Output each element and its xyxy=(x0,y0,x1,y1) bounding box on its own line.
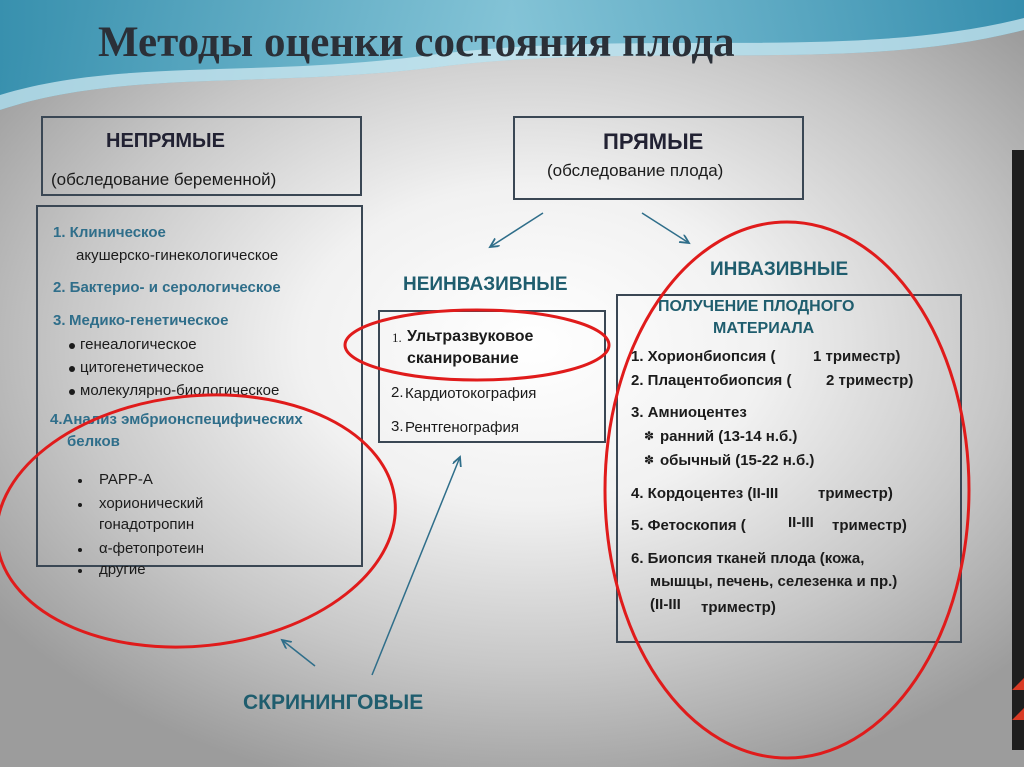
indirect-item-1-sub: акушерско-гинекологическое xyxy=(76,247,279,264)
invasive-item-6c: (II-III xyxy=(650,596,681,613)
invasive-item-5b: II-III xyxy=(788,514,814,531)
direct-heading: ПРЯМЫЕ xyxy=(603,129,704,154)
marker-papp-a: PAPP-A xyxy=(99,471,153,488)
indirect-heading: НЕПРЯМЫЕ xyxy=(106,130,225,152)
invasive-item-2b: 2 триместр) xyxy=(826,372,914,389)
noninvasive-item-1-line-2: сканирование xyxy=(407,350,519,367)
invasive-item-6a: 6. Биопсия тканей плода (кожа, xyxy=(631,550,865,567)
invasive-item-5c: триместр) xyxy=(832,517,907,534)
invasive-item-6d: триместр) xyxy=(701,599,776,616)
marker-hcg-line-2: гонадотропин xyxy=(99,516,195,533)
noninvasive-heading: НЕИНВАЗИВНЫЕ xyxy=(403,274,568,295)
highlight-ultrasound xyxy=(345,310,609,380)
arrow-icon xyxy=(282,640,315,666)
invasive-item-4a: 4. Кордоцентез (II-III xyxy=(631,485,779,502)
invasive-heading: ИНВАЗИВНЫЕ xyxy=(710,259,849,280)
indirect-item-1: 1. Клиническое xyxy=(53,224,166,241)
direct-subheading: (обследование плода) xyxy=(547,161,724,180)
invasive-item-2a: 2. Плацентобиопсия ( xyxy=(631,372,792,389)
invasive-item-3-early: ранний (13-14 н.б.) xyxy=(660,428,798,445)
noninvasive-item-2: Кардиотокография xyxy=(405,385,537,402)
arrow-icon xyxy=(490,213,543,247)
invasive-item-3-regular: обычный (15-22 н.б.) xyxy=(660,452,815,469)
highlight-screening-markers xyxy=(0,376,408,666)
indirect-item-4-line-2: белков xyxy=(67,433,120,450)
invasive-item-4b: триместр) xyxy=(818,485,893,502)
indirect-item-3: Медико-генетическое xyxy=(69,312,229,329)
indirect-item-3-num: 3. xyxy=(53,312,66,329)
invasive-box-title-1: ПОЛУЧЕНИЕ ПЛОДНОГО xyxy=(658,298,855,315)
noninvasive-item-3: Рентгенография xyxy=(405,419,519,436)
indirect-item-3-sub-3: молекулярно-биологическое xyxy=(80,382,280,399)
noninvasive-item-1-num: 1. xyxy=(392,330,402,345)
invasive-item-3: 3. Амниоцентез xyxy=(631,404,747,421)
slide-title: Методы оценки состояния плода xyxy=(98,19,735,66)
indirect-item-4-line-1: 4.Анализ эмбрионспецифических xyxy=(50,411,303,428)
arrow-icon xyxy=(372,457,460,675)
screening-label: СКРИНИНГОВЫЕ xyxy=(243,691,424,714)
invasive-item-6b: мышцы, печень, селезенка и пр.) xyxy=(650,573,898,590)
dingbat-bullet-icon: ✽ xyxy=(644,453,655,467)
indirect-item-3-sub-2: цитогенетическое xyxy=(80,359,204,376)
highlight-invasive xyxy=(605,222,969,758)
noninvasive-item-3-num: 3. xyxy=(391,418,404,435)
marker-afp: α-фетопротеин xyxy=(99,540,205,557)
dingbat-bullet-icon: ✽ xyxy=(644,429,655,443)
invasive-item-1a: 1. Хорионбиопсия ( xyxy=(631,348,776,365)
indirect-item-2: 2. Бактерио- и серологическое xyxy=(53,279,281,296)
indirect-subheading: (обследование беременной) xyxy=(51,170,277,189)
invasive-item-1b: 1 триместр) xyxy=(813,348,901,365)
marker-hcg-line-1: хорионический xyxy=(99,495,204,512)
marker-other: другие xyxy=(99,561,146,578)
indirect-item-3-sub-1: генеалогическое xyxy=(80,336,197,353)
noninvasive-item-1-line-1: Ультразвуковое xyxy=(407,328,534,345)
noninvasive-item-2-num: 2. xyxy=(391,384,404,401)
invasive-box-title-2: МАТЕРИАЛА xyxy=(713,320,815,337)
invasive-item-5a: 5. Фетоскопия ( xyxy=(631,517,746,534)
arrow-icon xyxy=(642,213,689,243)
